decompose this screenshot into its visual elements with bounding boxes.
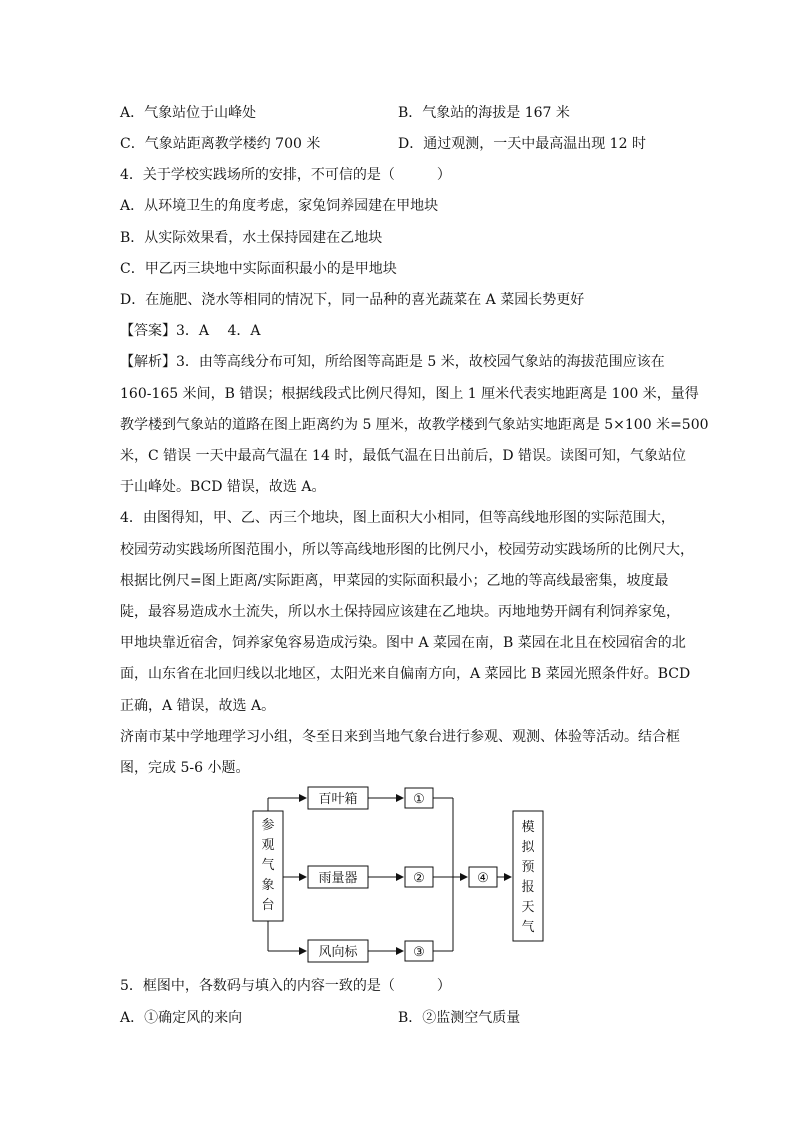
- number-label: ①: [413, 792, 425, 807]
- merge-label: ④: [477, 871, 489, 886]
- analysis-line: 陡，最容易造成水土流失，所以水土保持园应该建在乙地块。丙地地势开阔有利饲养家兔，: [120, 604, 680, 620]
- q4-option-b: B．从实际效果看，水土保持园建在乙地块: [120, 230, 383, 246]
- instrument-label: 风向标: [318, 945, 358, 960]
- flow-diagram: [245, 783, 565, 968]
- instrument-label: 百叶箱: [318, 792, 358, 807]
- analysis-line: 【解析】3．由等高线分布可知，所给图等高距是 5 米，故校园气象站的海拔范围应该在: [120, 354, 665, 370]
- q3-option-c: C．气象站距离教学楼约 700 米: [120, 136, 321, 152]
- right-box-char: 拟: [521, 840, 535, 855]
- q4-option-a: A．从环境卫生的角度考虑，家兔饲养园建在甲地块: [120, 198, 439, 214]
- analysis-line: 正确，A 错误，故选 A。: [120, 698, 276, 714]
- analysis-line: 校园劳动实践场所图范围小，所以等高线地形图的比例尺小，校园劳动实践场所的比例尺大，: [120, 542, 694, 558]
- analysis-line: 4．由图得知，甲、乙、丙三个地块，图上面积大小相同，但等高线地形图的实际范围大，: [120, 510, 675, 526]
- right-box-char: 气: [521, 920, 535, 935]
- q4-option-d: D．在施肥、浇水等相同的情况下，同一品种的喜光蔬菜在 A 菜园长势更好: [120, 292, 585, 308]
- q3-option-b: B．气象站的海拔是 167 米: [398, 105, 570, 121]
- intro-line: 济南市某中学地理学习小组，冬至日来到当地气象台进行参观、观测、体验等活动。结合框: [120, 729, 680, 745]
- analysis-line: 教学楼到气象站的道路在图上距离约为 5 厘米，故教学楼到气象站实地距离是 5×100 米=500: [120, 417, 709, 433]
- right-box-char: 天: [521, 900, 535, 915]
- analysis-line: 面，山东省在北回归线以北地区，太阳光来自偏南方向，A 菜园比 B 菜园光照条件好。BCD: [120, 666, 691, 682]
- q4-option-c: C．甲乙丙三块地中实际面积最小的是甲地块: [120, 261, 397, 277]
- analysis-line: 160-165 米间，B 错误；根据线段式比例尺得知，图上 1 厘米代表实地距离是 100 米，量得: [120, 386, 699, 402]
- right-box-char: 报: [521, 880, 535, 895]
- analysis-line: 米，C 错误 一天中最高气温在 14 时，最低气温在日出前后，D 错误。读图可知，气象站位: [120, 448, 686, 464]
- q5-option-b: B．②监测空气质量: [398, 1010, 521, 1026]
- q3-option-a: A．气象站位于山峰处: [120, 105, 257, 121]
- left-box-char: 气: [261, 858, 275, 873]
- analysis-line: 于山峰处。BCD 错误，故选 A。: [120, 479, 326, 495]
- q3-option-d: D．通过观测，一天中最高温出现 12 时: [398, 136, 646, 152]
- q4-stem: 4．关于学校实践场所的安排，不可信的是（ ）: [120, 167, 451, 183]
- right-box-char: 预: [521, 860, 535, 875]
- number-label: ③: [413, 945, 425, 960]
- answer-line: 【答案】3．A 4．A: [120, 323, 261, 339]
- right-box-char: 模: [521, 820, 535, 835]
- analysis-line: 根据比例尺=图上距离/实际距离，甲菜园的实际面积最小；乙地的等高线最密集，坡度最: [120, 573, 669, 589]
- analysis-line: 甲地块靠近宿舍，饲养家兔容易造成污染。图中 A 菜园在南，B 菜园在北且在校园宿舍的北: [120, 635, 686, 651]
- q5-stem: 5．框图中，各数码与填入的内容一致的是（ ）: [120, 978, 451, 994]
- left-box-char: 台: [261, 898, 275, 913]
- left-box-char: 参: [261, 818, 275, 833]
- instrument-label: 雨量器: [318, 871, 358, 886]
- q5-option-a: A．①确定风的来向: [120, 1010, 243, 1026]
- intro-line: 图，完成 5-6 小题。: [120, 760, 250, 776]
- left-box-char: 象: [261, 878, 275, 893]
- left-box-char: 观: [261, 838, 275, 853]
- number-label: ②: [413, 871, 425, 886]
